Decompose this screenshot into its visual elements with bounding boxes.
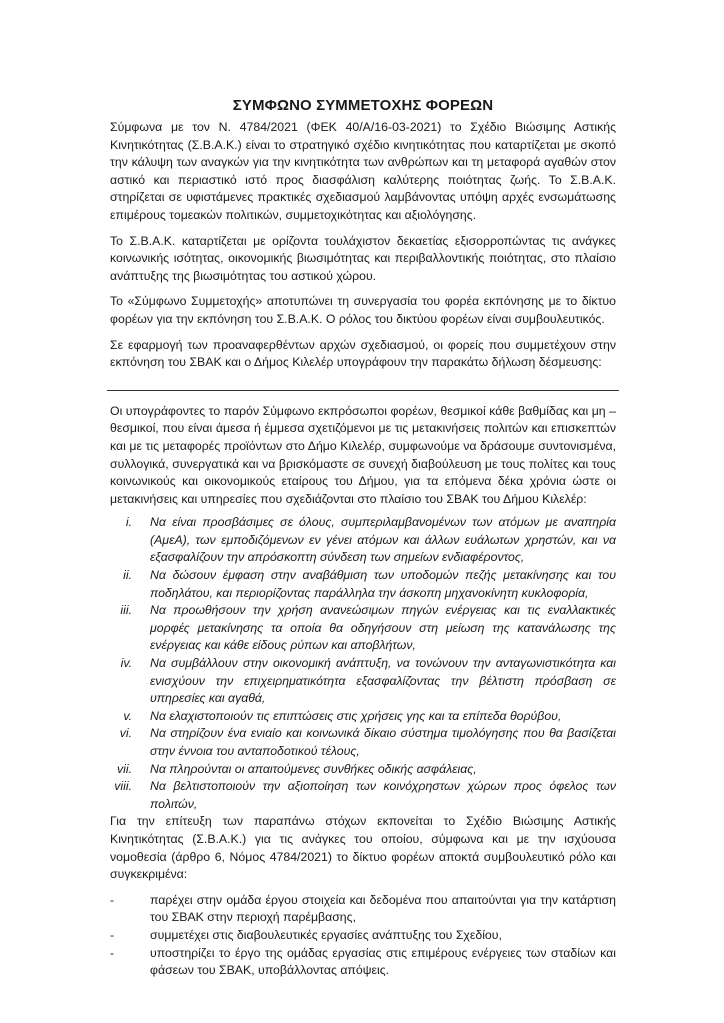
item-number: iii. bbox=[120, 603, 132, 618]
intro-paragraph-4: Σε εφαρμογή των προαναφερθέντων αρχών σχεδιασμού, οι φορείς που συμμετέχουν στην εκπόνηση του ΣΒΑΚ και ο Δήμος Κιλελέρ υπογράφουν την παρακάτω δήλωση δέσμευσης: bbox=[110, 337, 616, 370]
item-text: Να πληρούνται οι απαιτούμενες συνθήκες οδικής ασφάλειας, bbox=[150, 761, 477, 776]
declaration-paragraph: Οι υπογράφοντες το παρόν Σύμφωνο εκπρόσωποι φορέων, θεσμικοί κάθε βαθμίδας και μη – θεσμικοί, που είναι άμεσα ή έμμεσα σχετιζόμενοι με τις μετακινήσεις πολιτών και επισκεπτών και με τις μεταφορές προϊόντων στο Δήμο Κιλελέρ, συμφωνούμε να δράσουμε συντονισμένα, συλλογικά, συνεργατικά και να βρισκόμαστε σε συνεχή διαβούλευση με τους πολίτες και τους κοινωνικούς και οικονομικούς εταίρους του Δήμου, για τα επόμενα δέκα χρόνια ώστε οι μετακινήσεις και υπηρεσίες που σχεδιάζονται στο πλαίσιο του ΣΒΑΚ του Δήμου Κιλελέρ: bbox=[110, 403, 616, 506]
role-item bbox=[110, 892, 616, 927]
commitment-item bbox=[110, 567, 616, 602]
dash-bullet-icon: - bbox=[110, 945, 115, 960]
item-text: συμμετέχει στις διαβουλευτικές εργασίες ανάπτυξης του Σχεδίου, bbox=[150, 927, 502, 942]
item-text: παρέχει στην ομάδα έργου στοιχεία και δεδομένα που απαιτούνται για την κατάρτιση του ΣΒΑΚ στην περιοχή παρέμβασης, bbox=[150, 892, 616, 925]
document-title: ΣΥΜΦΩΝΟ ΣΥΜΜΕΤΟΧΗΣ ΦΟΡΕΩΝ bbox=[232, 97, 494, 114]
dash-bullet-icon: - bbox=[110, 927, 115, 942]
item-text: Να δώσουν έμφαση στην αναβάθμιση των υποδομών πεζής μετακίνησης και του ποδηλάτου, και περιορίζοντας παράλληλα την άσκοπη μηχανοκίνητη κυκλοφορία, bbox=[150, 568, 616, 600]
item-text: Να είναι προσβάσιμες σε όλους, συμπεριλαμβανομένων των ατόμων με αναπηρία (ΑμεΑ), των εμποδιζόμενων εν γένει ατόμων και άλλων ευάλωτων χρηστών, και να εξασφαλίζουν την απρόσκοπτη σύνδεση των σημείων ενδιαφέροντος, bbox=[150, 515, 616, 565]
document-page bbox=[110, 96, 616, 980]
item-number: vi. bbox=[119, 726, 132, 741]
section-divider bbox=[107, 390, 619, 391]
intro-paragraph-3: Το «Σύμφωνο Συμμετοχής» αποτυπώνει τη συνεργασία του φορέα εκπόνησης με το δίκτυο φορέων για την εκπόνηση του Σ.Β.Α.Κ. Ο ρόλος του δικτύου φορέων είναι συμβουλευτικός. bbox=[110, 294, 616, 326]
dash-bullet-icon: - bbox=[110, 892, 115, 907]
item-text: Να βελτιστοποιούν την αξιοποίηση των κοινόχρηστων χώρων προς όφελος των πολιτών, bbox=[150, 779, 616, 811]
role-item bbox=[110, 945, 616, 980]
item-text: υποστηρίζει το έργο της ομάδας εργασίας στις επιμέρους ενέργειες των σταδίων και φάσεων του ΣΒΑΚ, υποβάλλοντας απόψεις. bbox=[150, 945, 616, 978]
role-item bbox=[110, 927, 616, 945]
item-number: i. bbox=[125, 515, 132, 530]
commitment-item bbox=[110, 778, 616, 813]
commitment-item bbox=[110, 514, 616, 567]
commitments-list bbox=[110, 514, 616, 813]
item-number: v. bbox=[123, 708, 132, 723]
intro-paragraph-1: Σύμφωνα με τον Ν. 4784/2021 (ΦΕΚ 40/Α/16-03-2021) το Σχέδιο Βιώσιμης Αστικής Κινητικότητας (Σ.Β.Α.Κ.) είναι το στρατηγικό σχέδιο κινητικότητας που καταρτίζεται με σκοπό την κάλυψη των αναγκών για την κινητικότητα των ανθρώπων και τη μεταφορά αγαθών στον αστικό και περιαστικό ιστό προς διασφάλιση καλύτερης ποιότητας ζωής. Το Σ.Β.Α.Κ. στηρίζεται σε υφιστάμενες πρακτικές σχεδιασμού λαμβάνοντας υπόψη αρχές ενσωμάτωσης επιμέρους τομεακών πολιτικών, συμμετοχικότητας και αξιολόγησης. bbox=[110, 120, 616, 222]
role-list bbox=[110, 892, 616, 980]
item-number: iv. bbox=[120, 656, 132, 671]
item-text: Να προωθήσουν την χρήση ανανεώσιμων πηγών ενέργειας και τις εναλλακτικές μορφές μετακίνησης τα οποία θα οδηγήσουν στη μείωση της κατανάλωσης της ενέργειας και κάθε είδους ρύπων και αποβλήτων, bbox=[150, 603, 616, 653]
item-text: Να στηρίζουν ένα ενιαίο και κοινωνικά δίκαιο σύστημα τιμολόγησης που θα βασίζεται στην έννοια του ανταποδοτικού τέλους, bbox=[150, 726, 616, 758]
item-text: Να ελαχιστοποιούν τις επιπτώσεις στις χρήσεις γης και τα επίπεδα θορύβου, bbox=[150, 708, 562, 723]
commitment-item bbox=[110, 602, 616, 655]
item-number: viii. bbox=[114, 779, 132, 794]
commitment-item bbox=[110, 725, 616, 760]
intro-paragraph-2: Το Σ.Β.Α.Κ. καταρτίζεται με ορίζοντα τουλάχιστον δεκαετίας εξισορροπώντας τις ανάγκες κοινωνικής ισότητας, οικονομικής βιωσιμότητας και περιβαλλοντικής ποιότητας, στο πλαίσιο ανάπτυξης της βιωσιμότητας του αστικού χώρου. bbox=[110, 233, 616, 283]
commitment-item bbox=[110, 761, 616, 779]
commitment-item bbox=[110, 708, 616, 726]
item-number: ii. bbox=[123, 568, 132, 583]
item-number: vii. bbox=[116, 761, 132, 776]
commitment-item bbox=[110, 655, 616, 708]
role-paragraph: Για την επίτευξη των παραπάνω στόχων εκπονείται το Σχέδιο Βιώσιμης Αστικής Κινητικότητας (Σ.Β.Α.Κ.) για τις ανάγκες του οποίου, σύμφωνα και με την ισχύουσα νομοθεσία (άρθρο 6, Νόμος 4784/2021) το δίκτυο φορέων αποκτά συμβουλευτικό ρόλο και συγκεκριμένα: bbox=[110, 814, 616, 882]
item-text: Να συμβάλλουν στην οικονομική ανάπτυξη, να τονώνουν την ανταγωνιστικότητα και ενισχύουν την επιχειρηματικότητα εξασφαλίζοντας την βέλτιστη πρόσβαση σε υπηρεσίες και αγαθά, bbox=[150, 656, 616, 706]
